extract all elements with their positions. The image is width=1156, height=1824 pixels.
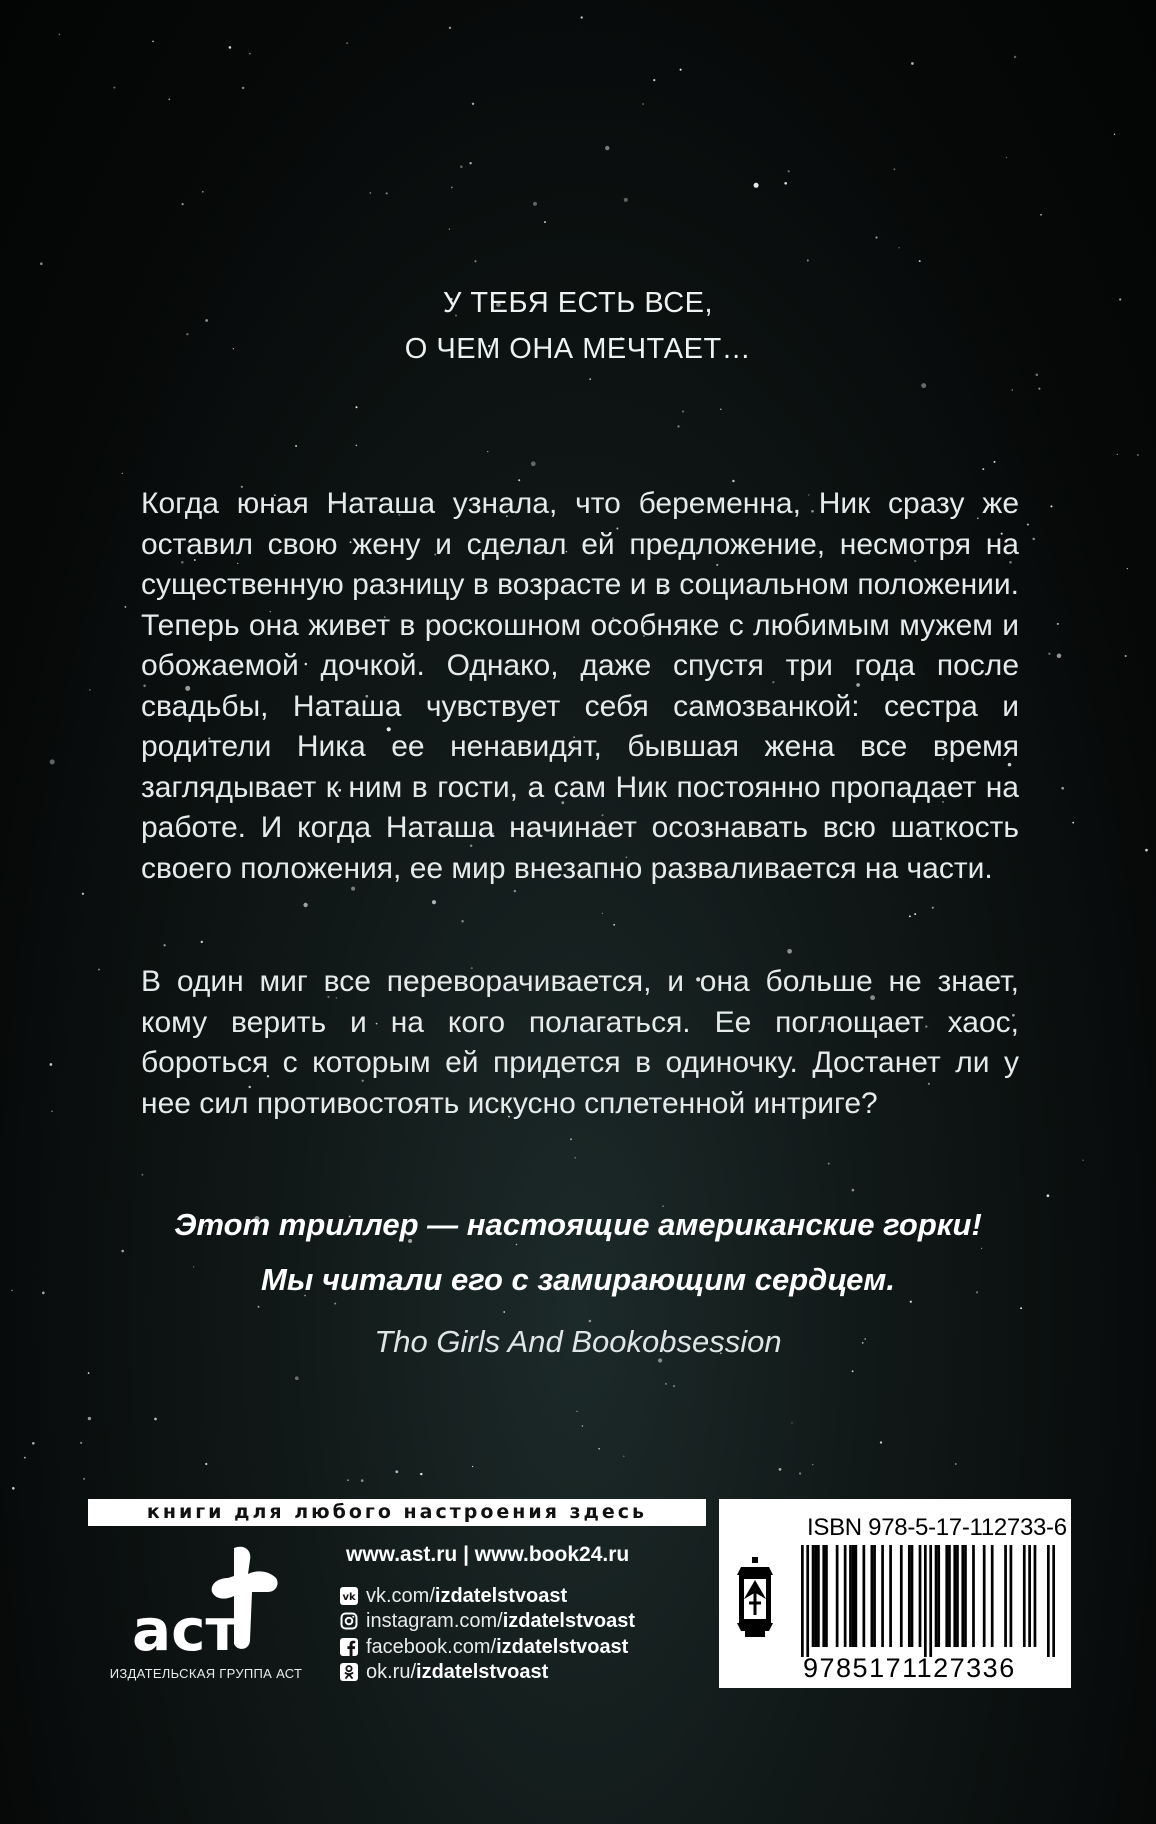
star [469, 162, 471, 164]
social-account: izdatelstvoast [434, 1584, 568, 1607]
barcode-bar [964, 1545, 967, 1647]
star [386, 192, 388, 194]
star [531, 461, 536, 466]
barcode-bar [817, 1545, 820, 1647]
star [474, 260, 476, 262]
instagram-icon [340, 1612, 358, 1630]
social-prefix: instagram.com/ [366, 1609, 503, 1632]
star [89, 689, 90, 690]
star [589, 378, 591, 380]
star [910, 1301, 912, 1303]
star [163, 944, 165, 946]
star [124, 606, 126, 608]
barcode [801, 1545, 1055, 1657]
star [1061, 787, 1064, 790]
barcode-bar [1010, 1545, 1013, 1647]
star [59, 34, 61, 36]
star [911, 62, 914, 65]
star [516, 1244, 517, 1245]
star [50, 1063, 53, 1066]
star [361, 1479, 364, 1482]
social-link-facebook[interactable] [340, 1634, 700, 1660]
barcode-bar [919, 1545, 922, 1647]
barcode-bar [961, 1545, 964, 1647]
star [1014, 56, 1016, 58]
barcode-bar [814, 1545, 817, 1647]
star [602, 913, 603, 914]
slogan-banner: книги для любого настроения здесь [88, 1499, 706, 1526]
review-quote-line-2: Мы читали его с замирающим сердцем. [261, 1262, 895, 1297]
barcode-bar [948, 1545, 951, 1647]
star [919, 260, 921, 262]
star [875, 236, 877, 238]
star [449, 228, 450, 229]
star [955, 1463, 957, 1465]
barcode-bar [956, 1545, 959, 1647]
star [653, 79, 655, 81]
barcode-bar [889, 1545, 892, 1647]
star [40, 262, 43, 265]
star [788, 170, 790, 172]
star [787, 949, 792, 954]
star [680, 69, 682, 71]
star [589, 1320, 592, 1323]
vk-icon [340, 1587, 358, 1605]
star [880, 1441, 882, 1443]
star [613, 924, 615, 926]
star [1038, 388, 1040, 390]
barcode-bar [1052, 1545, 1055, 1657]
star [449, 27, 451, 29]
barcode-bar [1047, 1545, 1050, 1657]
star [88, 1417, 91, 1420]
barcode-bar [929, 1545, 932, 1657]
star [894, 168, 896, 170]
star [754, 183, 759, 188]
star [295, 1376, 299, 1380]
star [487, 451, 488, 452]
svg-text:vk: vk [342, 1592, 356, 1603]
barcode-bar [836, 1545, 839, 1647]
ast-logo-text: аст [132, 1596, 240, 1660]
barcode-bar [812, 1545, 815, 1647]
star [461, 920, 464, 923]
star [582, 1425, 584, 1427]
social-account: izdatelstvoast [502, 1609, 635, 1632]
star [113, 87, 115, 89]
star [981, 1248, 982, 1249]
star [334, 1303, 336, 1305]
social-prefix: ok.ru/ [366, 1660, 417, 1683]
barcode-bar [801, 1545, 804, 1657]
barcode-bar [1034, 1545, 1037, 1647]
star [1114, 134, 1115, 135]
star [581, 16, 583, 18]
star [1125, 655, 1127, 657]
star [994, 461, 996, 463]
social-account: izdatelstvoast [416, 1660, 549, 1683]
star [982, 468, 984, 470]
star [356, 445, 358, 447]
barcode-bar [924, 1545, 927, 1657]
star [1027, 523, 1029, 525]
lantern-icon [733, 1557, 777, 1637]
barcode-bar [881, 1545, 884, 1647]
star [732, 480, 735, 483]
star [1006, 157, 1007, 158]
star [852, 1189, 855, 1192]
star [229, 46, 232, 49]
star [574, 1157, 576, 1159]
star [32, 1442, 35, 1445]
star [623, 1456, 624, 1457]
star [347, 1479, 349, 1481]
star [1012, 389, 1013, 390]
star [182, 203, 184, 205]
social-link-vk[interactable] [340, 1583, 700, 1609]
star [673, 1385, 675, 1387]
star [503, 1311, 505, 1313]
star [1040, 214, 1042, 216]
star [932, 907, 934, 909]
star [98, 969, 100, 971]
star [202, 191, 203, 192]
barcode-bar [953, 1545, 956, 1647]
star [914, 913, 916, 915]
barcode-panel [719, 1499, 1071, 1688]
barcode-bar [935, 1545, 938, 1647]
tagline-line-1: У ТЕБЯ ЕСТЬ ВСЕ, [442, 287, 714, 319]
star [12, 1487, 15, 1490]
star [356, 406, 358, 408]
barcode-bar [854, 1545, 857, 1647]
star [807, 259, 809, 261]
star [295, 445, 297, 447]
websites-line[interactable]: www.ast.ru | www.book24.ru [346, 1543, 630, 1566]
publisher-caption: ИЗДАТЕЛЬСКАЯ ГРУППА АСТ [109, 1666, 303, 1681]
star [154, 1418, 157, 1421]
barcode-bar [806, 1545, 809, 1657]
barcode-bar [852, 1545, 855, 1647]
star [909, 915, 911, 917]
star [1047, 1194, 1050, 1197]
star [682, 410, 684, 412]
description-paragraph-2: В один миг все переворачивается, и она больше не знает, кому верить и на кого полагаться. Ее поглощает хаос, бороться с которым ей придется в одиночку. Достанет ли у нее сил противостоять искусно сплетенной интриге? [141, 965, 1019, 1120]
barcode-bar [991, 1545, 994, 1647]
star [1127, 568, 1128, 569]
star [24, 1457, 26, 1459]
star [51, 1111, 52, 1112]
barcode-digits: 9785171127336 [803, 1653, 1016, 1683]
star [1020, 1307, 1022, 1309]
barcode-bar [900, 1545, 903, 1647]
tagline-line-2: О ЧЕМ ОНА МЕЧТАЕТ… [404, 333, 752, 365]
star [346, 42, 348, 44]
barcode-bar [862, 1545, 865, 1647]
star [242, 87, 245, 90]
star [80, 1442, 82, 1444]
review-quote-line-1: Этот триллер — настоящие американские горки! [174, 1207, 982, 1242]
description-paragraph-1: Когда юная Наташа узнала, что беременна, Ник сразу же оставил свою жену и сделал ей предложение, несмотря на существенную разницу в возрасте и в социальном положении. Теперь она живет в роскошном особняке с любимым мужем и обожаемой дочкой. Однако, даже спустя три года после свадьбы, Наташа чувствует себя самозванкой: сестра и родители Ника ее ненавидят, бывшая жена все время заглядывает к ним в гости, а сам Ник постоянно пропадает на работе. И когда Наташа начинает осознавать всю шаткость своего положения, ее мир внезапно разваливается на части. [141, 487, 1019, 885]
star [168, 99, 170, 101]
social-link-instagram[interactable] [340, 1608, 700, 1634]
barcode-bar [844, 1545, 847, 1647]
star [779, 1468, 782, 1471]
star [1050, 505, 1052, 507]
barcode-bar [908, 1545, 911, 1647]
odnoklassniki-icon [340, 1663, 358, 1681]
star [514, 890, 516, 892]
social-prefix: facebook.com/ [366, 1635, 497, 1658]
barcode-bar [983, 1545, 986, 1647]
star [720, 408, 722, 410]
star [642, 103, 644, 105]
star [369, 192, 371, 194]
star [812, 1464, 814, 1466]
barcode-bar [873, 1545, 876, 1647]
facebook-icon [340, 1638, 358, 1656]
barcode-bar [972, 1545, 975, 1647]
star [852, 1370, 854, 1372]
star [677, 425, 679, 427]
star [395, 1470, 398, 1473]
star [82, 893, 84, 895]
star [88, 1372, 90, 1374]
star [451, 186, 453, 188]
star [518, 479, 520, 481]
star [460, 165, 463, 168]
star [303, 903, 307, 907]
star [1117, 454, 1118, 455]
star [83, 1478, 85, 1480]
star [898, 247, 899, 248]
barcode-bar [945, 1545, 948, 1647]
star [1145, 849, 1148, 852]
social-prefix: vk.com/ [366, 1584, 435, 1607]
star [472, 103, 474, 105]
review-source: Tho Girls And Bookobsession [374, 1324, 782, 1359]
barcode-bar [1004, 1545, 1007, 1647]
star [258, 1306, 260, 1308]
star [1032, 538, 1035, 541]
star [249, 53, 251, 55]
barcode-bar [1028, 1545, 1031, 1647]
star [921, 383, 926, 388]
star [799, 1472, 801, 1474]
star [605, 146, 609, 150]
star [432, 900, 436, 904]
star [201, 941, 203, 943]
star [598, 1448, 600, 1450]
barcode-bar [825, 1545, 828, 1647]
star [624, 198, 628, 202]
star [665, 1383, 667, 1385]
star [1048, 653, 1050, 655]
star [1082, 1160, 1083, 1161]
star [121, 1250, 124, 1253]
barcode-bar [1023, 1545, 1026, 1647]
star [152, 41, 153, 42]
star [784, 182, 787, 185]
star [1057, 623, 1059, 625]
star [50, 759, 55, 764]
star [1036, 374, 1039, 377]
star [791, 1422, 792, 1423]
star [472, 1466, 473, 1467]
star [828, 1163, 830, 1165]
barcode-bar [937, 1545, 940, 1647]
social-account: izdatelstvoast [496, 1635, 629, 1658]
star [205, 1463, 207, 1465]
star [1072, 822, 1074, 824]
barcode-bar [871, 1545, 874, 1647]
isbn-text: ISBN 978-5-17-112733-6 [807, 1514, 1067, 1541]
star [533, 202, 537, 206]
barcode-bar [911, 1545, 914, 1647]
star [1137, 454, 1139, 456]
barcode-bar [849, 1545, 852, 1647]
star [141, 1174, 143, 1176]
star [570, 1138, 572, 1140]
barcode-bar [822, 1545, 825, 1647]
star [122, 473, 123, 474]
star [544, 221, 546, 223]
star [1057, 654, 1062, 659]
star [420, 1473, 422, 1475]
star [576, 1411, 577, 1412]
social-link-odnoklassniki[interactable] [340, 1659, 700, 1685]
ast-logo [130, 1540, 290, 1660]
